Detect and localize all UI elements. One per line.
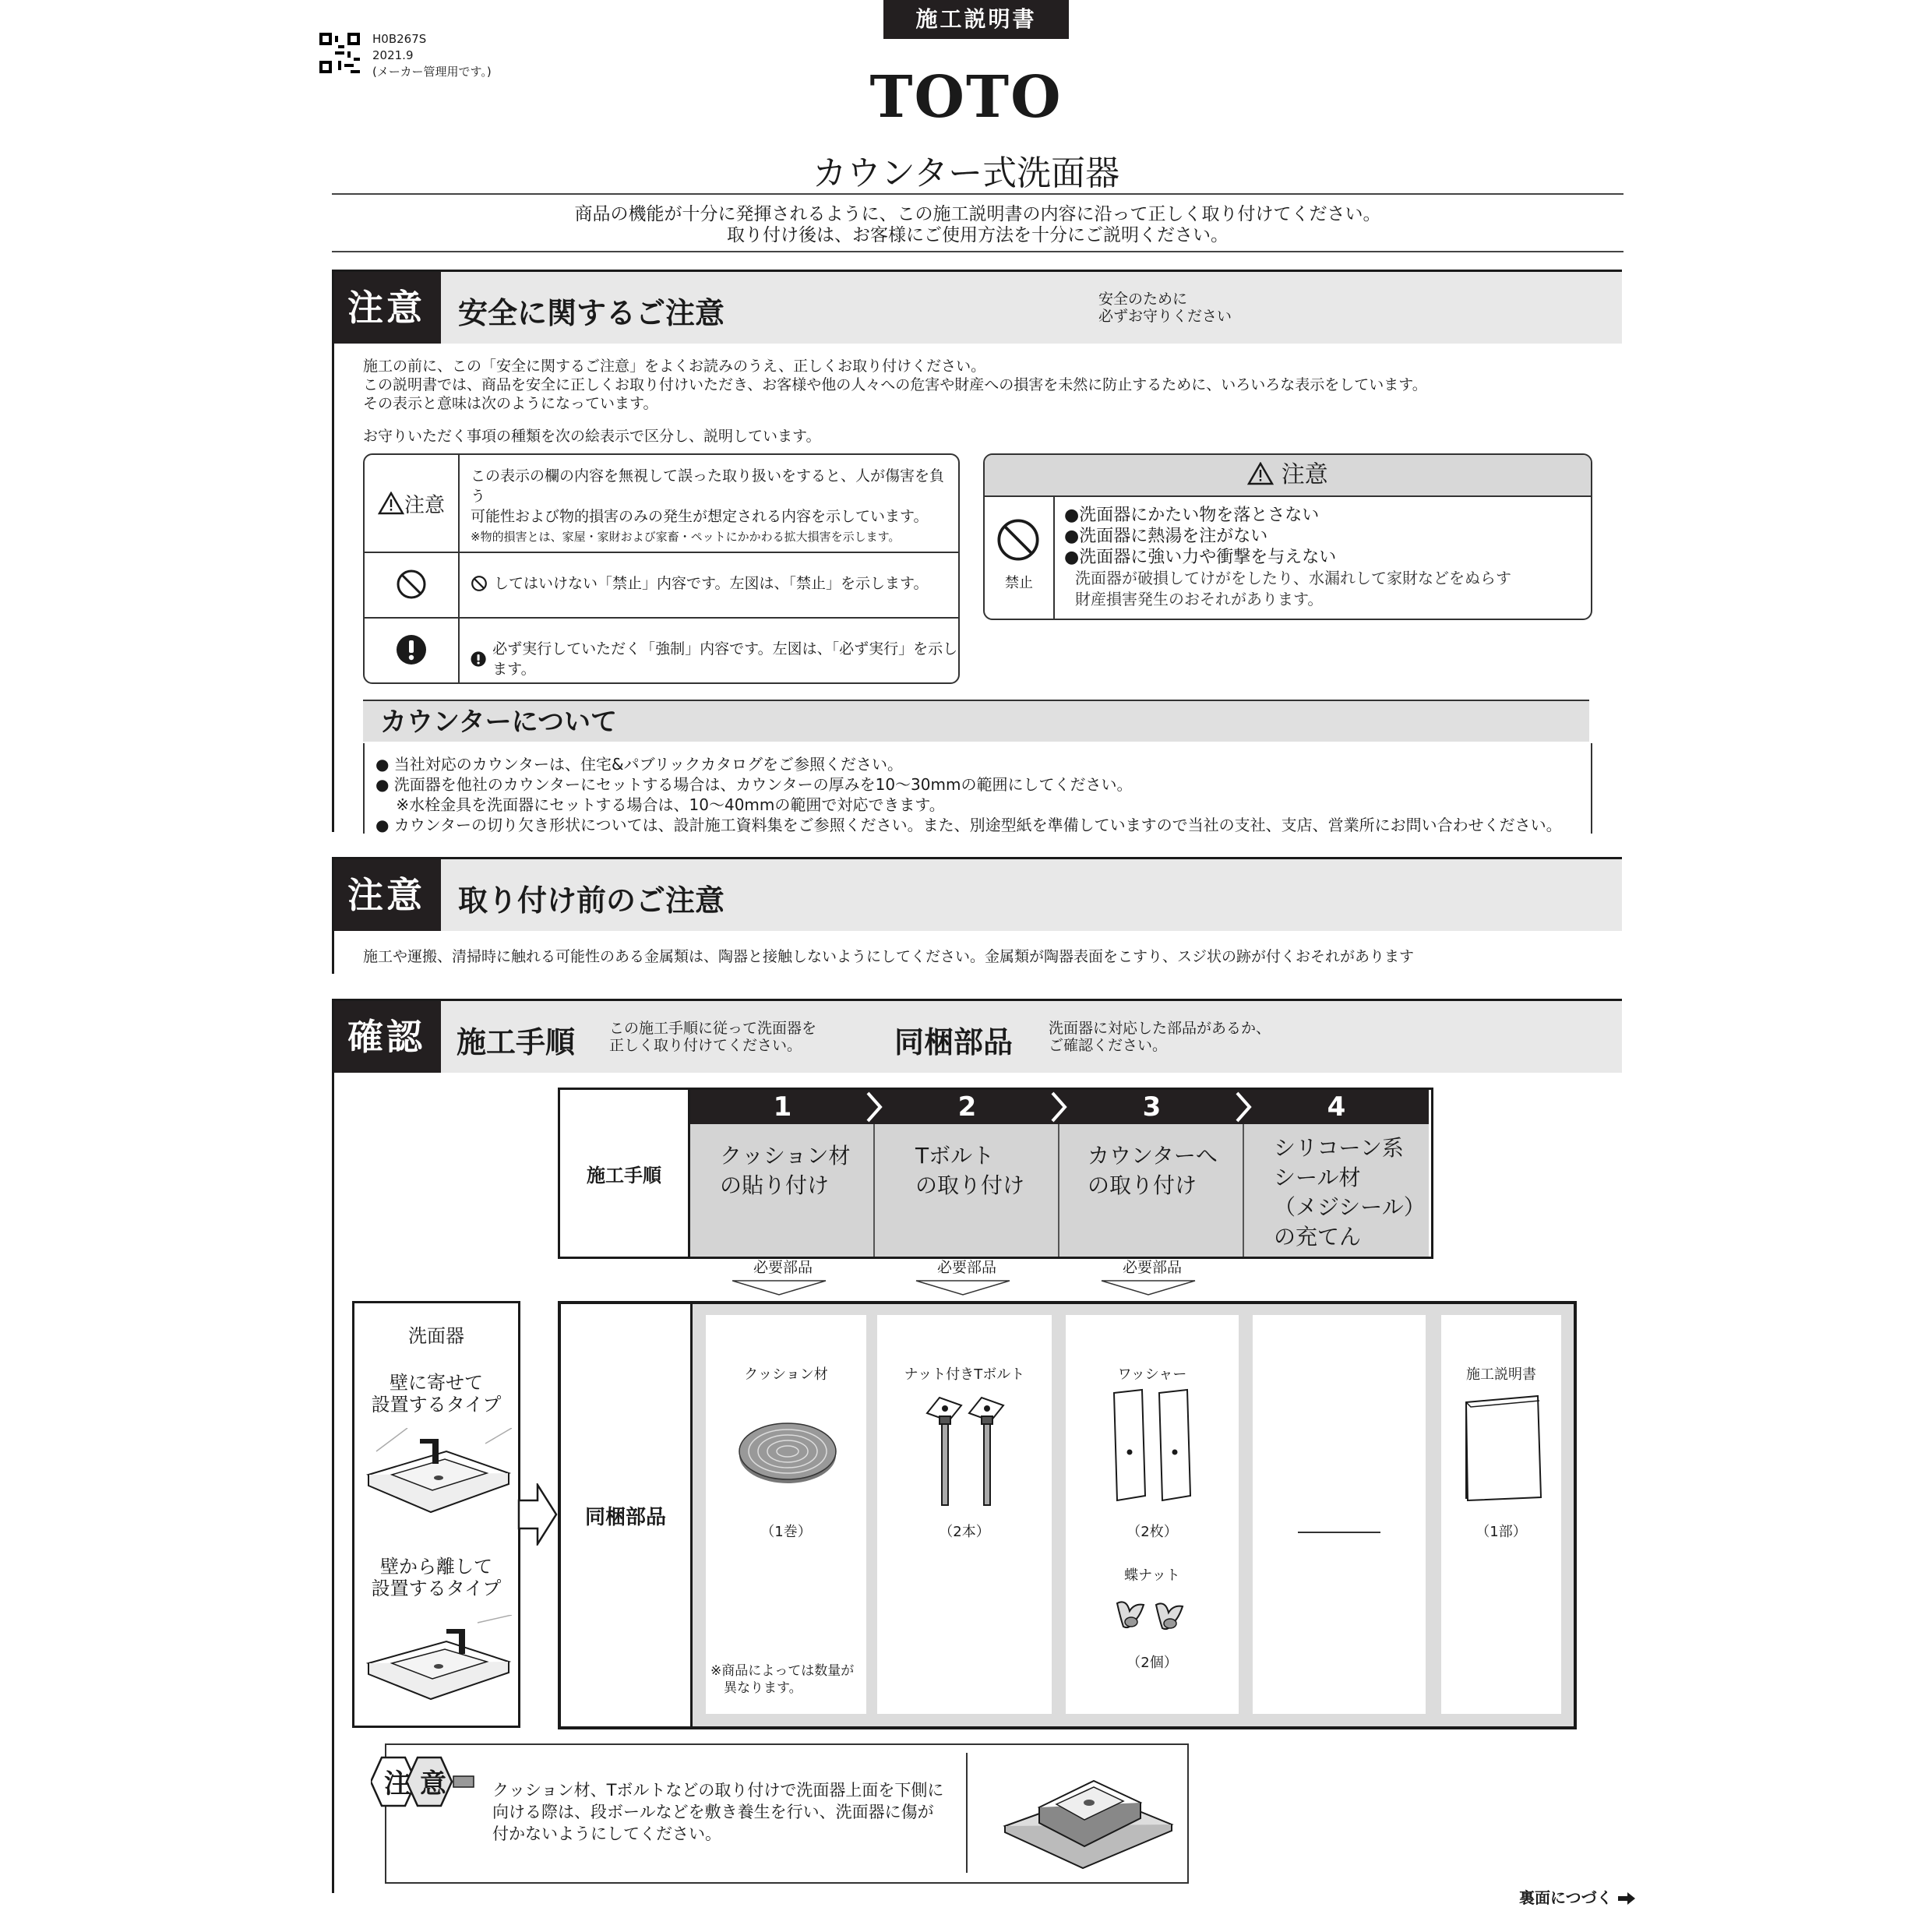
arrow-right-icon [1618,1892,1635,1905]
part-cushion: クッション材 （1巻） ※商品によっては数量が 異なります。 [706,1315,866,1714]
step-cell: シリコーン系 シール材 （メジシール） の充てん [1244,1124,1429,1257]
legend-prohibit-row: してはいけない「禁止」内容です。左図は、「禁止」を示します。 [365,552,958,619]
required-parts-label: 必要部品 [1122,1259,1182,1276]
step-chevron-icon [690,1090,1429,1124]
divider [332,251,1624,252]
attention-char: 意 [420,1768,446,1800]
legend-mandatory-row: 必ず実行していただく「強制」内容です。左図は、「必ず実行」を示します。 [365,617,958,682]
parts-subtitle: 洗面器に対応した部品があるか、 ご確認ください。 [1049,1020,1271,1054]
document-meta [372,31,492,80]
confirm-label: 確認 [332,1001,441,1073]
safety-paragraphs: 施工の前に、この「安全に関するご注意」をよくお読みのうえ、正しくお取り付けください。 この説明書では、商品を安全に正しくお取り付けいただき、お客様や他の人々への危害や財産への損害を未然に防止するために、いろいろな表示をしています。 その表示と意味は次のようになっています。 [363,358,1427,412]
wing-nut-icon [1112,1595,1193,1639]
cushion-roll-icon [737,1416,838,1486]
section-rule [332,999,334,1893]
included-parts [558,1301,1577,1729]
basin-title: 洗面器 [408,1325,464,1347]
down-arrow-icon [732,1279,1200,1298]
safety-classify: お守りいただく事項の種類を次の絵表示で区分し、説明しています。 [363,428,821,445]
empty-dash [1298,1532,1380,1533]
procedure-title: 施工手順 [457,1025,576,1059]
step-cell: カウンターへ の取り付け [1059,1124,1244,1257]
counter-section-title: カウンターについて [363,700,1589,742]
part-washer: ワッシャー （2枚） 蝶ナット （2個） [1066,1315,1239,1714]
required-parts-label: 必要部品 [936,1259,996,1276]
step-number: 2 [875,1090,1059,1124]
part-t-bolt: ナット付きTボルト （2本） [877,1315,1052,1714]
safety-subtitle: 安全のために 必ずお守りください [1098,291,1232,325]
steps-side-label: 施工手順 [560,1090,690,1257]
section-rule [332,857,334,974]
warning-triangle-icon [378,492,404,515]
qr-code-icon [319,33,360,73]
protected-basin-illustration-icon [1002,1756,1175,1871]
step-cell: Tボルト の取り付け [875,1124,1059,1257]
continue-footer: 裏面につづく [1519,1885,1635,1908]
attention-text: クッション材、Tボルトなどの取り付けで洗面器上面を下側に 向ける際は、段ボールなどを敷き養生を行い、洗面器に傷が 付かないようにしてください。 [492,1781,944,1843]
basin-type-free: 壁から離して 設置するタイプ [371,1556,502,1599]
prohibit-icon [396,569,427,600]
mandatory-icon [471,650,486,668]
pre-install-text: 施工や運搬、清掃時に触れる可能性のある金属類は、陶器と接触しないようにしてください。金属類が陶器表面をこすり、スジ状の跡が付くおそれがあります [363,948,1415,965]
mandatory-icon [396,634,427,665]
right-arrow-icon [517,1483,558,1546]
intro-text: 商品の機能が十分に発揮されるように、この施工説明書の内容に沿って正しく取り付けてください。 取り付け後は、お客様にご使用方法を十分にご説明ください。 [574,204,1381,245]
required-parts-label: 必要部品 [753,1259,813,1276]
step-number: 3 [1059,1090,1244,1124]
part-manual: 施工説明書 （1部） [1441,1315,1561,1714]
part-note: ※商品によっては数量が 異なります。 [710,1663,855,1696]
caution-box-header: 注意 [985,455,1591,497]
doc-tag: 施工説明書 [883,0,1069,39]
installation-steps [558,1088,1433,1259]
caution-box: 注意 禁止 ●洗面器にかたい物を落とさない ●洗面器に熱湯を注がない ●洗面器に強い力や衝撃を与えない 洗面器が破損してけがをしたり、水漏れして家財などをぬらす 財産損害発生のおそれがあります。 [983,453,1592,620]
basin-type-wall: 壁に寄せて 設置するタイプ [371,1372,502,1416]
step-number: 1 [690,1090,875,1124]
step-cell: クッション材 の貼り付け [690,1124,875,1257]
parts-side-label: 同梱部品 [561,1304,693,1726]
procedure-subtitle: この施工手順に従って洗面器を 正しく取り付けてください。 [609,1020,817,1054]
manual-booklet-icon [1463,1394,1544,1504]
doc-note: (メーカー管理用です。) [372,65,492,79]
safety-section-header [332,270,1622,344]
parts-title: 同梱部品 [894,1025,1014,1059]
prohibit-icon [996,517,1041,562]
attention-divider [966,1753,968,1873]
freestanding-basin-illustration-icon [361,1615,512,1708]
symbol-legend [363,453,960,684]
confirm-section-header [332,999,1622,1073]
brand-logo: TOTO [869,64,1063,131]
page-title: カウンター式洗面器 [812,153,1120,193]
caution-label: 注意 [332,272,441,344]
safety-title: 安全に関するご注意 [458,296,725,330]
pre-install-title: 取り付け前のご注意 [458,883,725,918]
legend-caution-row: 注意 この表示の欄の内容を無視して誤った取り扱いをすると、人が傷害を負う 可能性および物的損害のみの発生が想定される内容を示しています。 ※物的損害とは、家屋・家財および家畜・ペットにかかわる拡大損害を示します。 [365,455,958,553]
attention-box [385,1743,1189,1884]
step-number: 4 [1244,1090,1429,1124]
washer-plate-icon [1111,1387,1197,1504]
pre-install-section-header [332,857,1622,931]
wall-basin-illustration-icon [361,1428,512,1521]
prohibit-label: 禁止 [1005,575,1033,591]
doc-code: H0B267S [372,32,427,46]
part-empty [1253,1315,1426,1714]
warning-triangle-icon [1247,462,1274,485]
counter-notes: ● 当社対応のカウンターは、住宅&パブリックカタログをご参照ください。 ● 洗面器を他社のカウンターにセットする場合は、カウンターの厚みを10～30mmの範囲にしてください。 ※水栓金具を洗面器にセットする場合は、10～40mmの範囲で対応できます。 ● カウンターの切り欠き形状については、設計施工資料集をご参照ください。また、別途型紙を準備していますので当社の支社、支店、営業所にお問い合わせください。 [363,743,1592,834]
attention-char: 注 [384,1768,411,1800]
caution-label: 注意 [332,859,441,931]
prohibit-icon [471,575,488,592]
divider [332,193,1624,195]
basin-types-panel [352,1301,520,1728]
t-bolt-icon [922,1385,1008,1510]
doc-date: 2021.9 [372,48,414,62]
section-rule [332,270,334,832]
